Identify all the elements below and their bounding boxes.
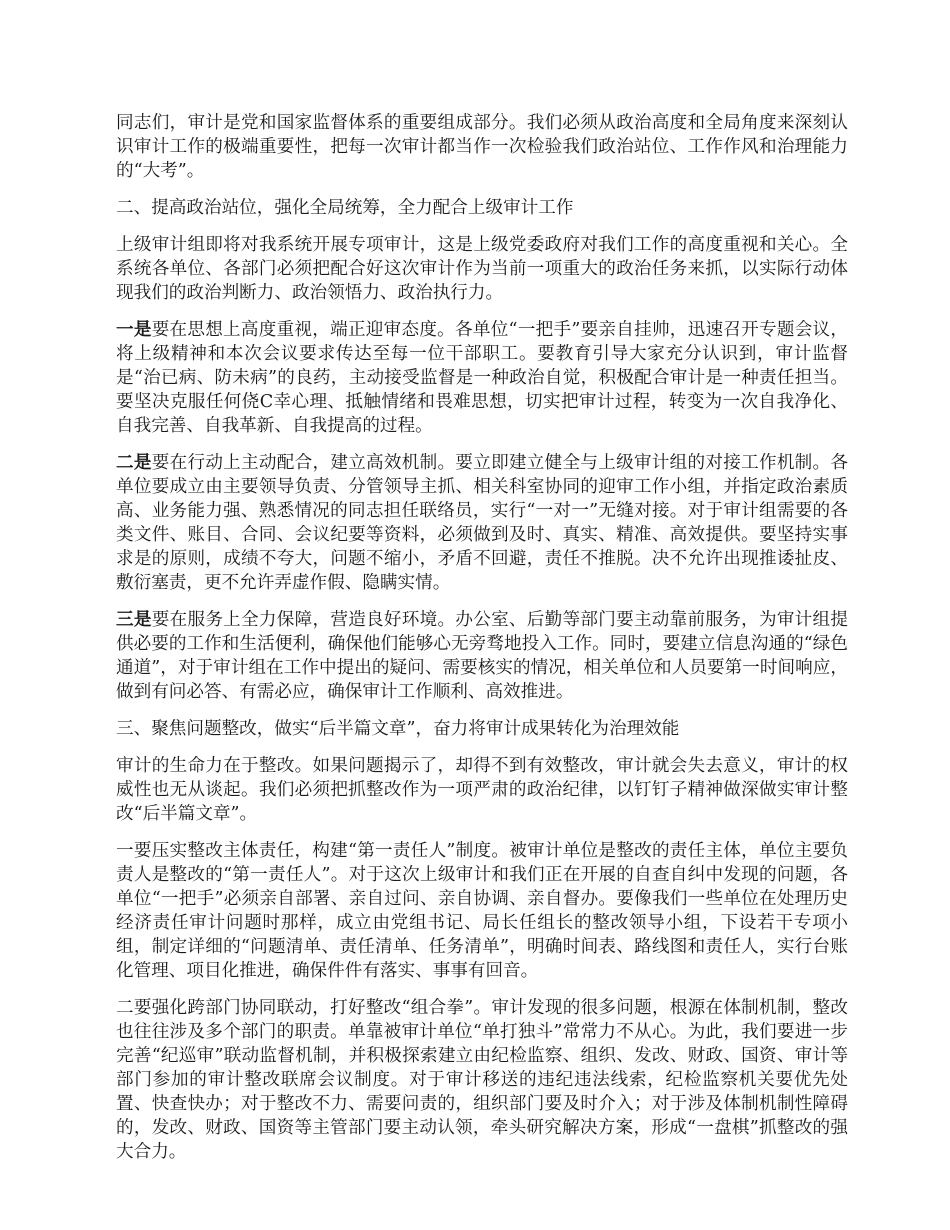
heading-text: 三、聚焦问题整改，做实“后半篇文章”，奋力将审计成果转化为治理效能	[116, 719, 680, 739]
point-lead: 一是	[116, 319, 152, 340]
paragraph-requirement-1	[116, 839, 848, 983]
paragraph-text: 要在行动上主动配合，建立高效机制。要立即建立健全与上级审计组的对接工作机制。各单位要成立由主要领导负责、分管领导主抓、相关科室协同的迎审工作小组，并指定政治素质高、业务能力强、熟悉情况的同志担任联络员，实行“一对一”无缝对接。对于审计组需要的各类文件、账目、合同、会议纪要等资料，必须做到及时、真实、精准、高效提供。要坚持实事求是的原则，成绩不夸大，问题不缩小，矛盾不回避，责任不推脱。决不允许出现推诿扯皮、敷衍塞责，更不允许弄虚作假、隐瞒实情。	[116, 453, 848, 593]
paragraph-text: 要在思想上高度重视，端正迎审态度。各单位“一把手”要亲自挂帅，迅速召开专题会议，将上级精神和本次会议要求传达至每一位干部职工。要教育引导大家充分认识到，审计监督是“治已病、防未病”的良药，主动接受监督是一种政治自觉，积极配合审计是一种责任担当。要坚决克服任何侥C幸心理、抵触情绪和畏难思想，切实把审计过程，转变为一次自我净化、自我完善、自我革新、自我提高的过程。	[116, 320, 848, 436]
paragraph-text: 二要强化跨部门协同联动，打好整改“组合拳”。审计发现的很多问题，根源在体制机制，整改也往往涉及多个部门的职责。单靠被审计单位“单打独斗”常常力不从心。为此，我们要进一步完善“纪巡审”联动监督机制，并积极探索建立由纪检监察、组织、发改、财政、国资、审计等部门参加的审计整改联席会议制度。对于审计移送的违纪违法线索，纪检监察机关要优先处置、快查快办；对于整改不力、需要问责的，组织部门要及时介入；对于涉及体制机制性障碍的，发改、财政、国资等主管部门要主动认领，牵头研究解决方案，形成“一盘棋”抓整改的强大合力。	[116, 998, 848, 1162]
paragraph-point-1	[116, 318, 848, 438]
section-heading-2	[116, 196, 848, 220]
paragraph-requirement-2	[116, 996, 848, 1164]
paragraph-text: 审计的生命力在于整改。如果问题揭示了，却得不到有效整改，审计就会失去意义，审计的权威性也无从谈起。我们必须把抓整改作为一项严肃的政治纪律，以钉钉子精神做深做实审计整改“后半篇文章”。	[116, 756, 848, 824]
paragraph-text: 要在服务上全力保障，营造良好环境。办公室、后勤等部门要主动靠前服务，为审计组提供必要的工作和生活便利，确保他们能够心无旁骛地投入工作。同时，要建立信息沟通的“绿色通道”，对于审计组在工作中提出的疑问、需要核实的情况，相关单位和人员要第一时间响应，做到有问必答、有需必应，确保审计工作顺利、高效推进。	[116, 610, 848, 702]
point-lead: 三是	[116, 609, 152, 630]
paragraph-text: 同志们，审计是党和国家监督体系的重要组成部分。我们必须从政治高度和全局角度来深刻认识审计工作的极端重要性，把每一次审计都当作一次检验我们政治站位、工作作风和治理能力的“大考”。	[116, 113, 848, 181]
paragraph-intro	[116, 111, 848, 183]
paragraph-text: 上级审计组即将对我系统开展专项审计，这是上级党委政府对我们工作的高度重视和关心。全系统各单位、各部门必须把配合好这次审计作为当前一项重大的政治任务来抓，以实际行动体现我们的政治判断力、政治领悟力、政治执行力。	[116, 235, 848, 303]
section-heading-3	[116, 717, 848, 741]
paragraph-section-2-intro	[116, 233, 848, 305]
heading-text: 二、提高政治站位，强化全局统筹，全力配合上级审计工作	[116, 198, 574, 218]
paragraph-point-2	[116, 451, 848, 595]
paragraph-section-3-intro	[116, 754, 848, 826]
paragraph-point-3	[116, 608, 848, 704]
document-body	[116, 111, 848, 1177]
paragraph-text: 一要压实整改主体责任，构建“第一责任人”制度。被审计单位是整改的责任主体，单位主要负责人是整改的“第一责任人”。对于这次上级审计和我们正在开展的自查自纠中发现的问题，各单位“一把手”必须亲自部署、亲自过问、亲自协调、亲自督办。要像我们一些单位在处理历史经济责任审计问题时那样，成立由党组书记、局长任组长的整改领导小组，下设若干专项小组，制定详细的“问题清单、责任清单、任务清单”，明确时间表、路线图和责任人，实行台账化管理、项目化推进，确保件件有落实、事事有回音。	[116, 841, 848, 981]
point-lead: 二是	[116, 452, 152, 473]
